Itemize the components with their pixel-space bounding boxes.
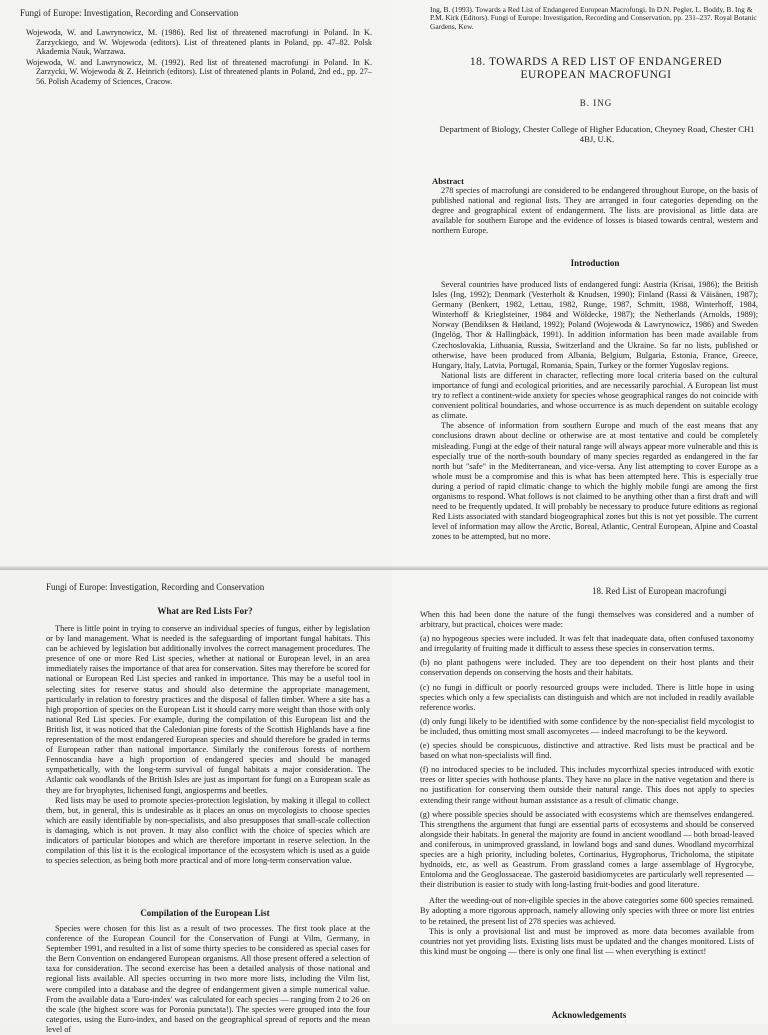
paragraph: Red lists may be used to promote species-protection legislation, by making it illegal to collect them, but, in general, this is undesirable as it places an onus on mycologists to choose species which are easily identifiable by non-specialists, and also presupposes that small-scale collection is damaging, which is not proven. It may also conflict with the choice of species which are indicators of particular biotopes and which are therefore important in reserve selection. In the compilation of this list it is the ecological importance of the ecosystem which is used as a guide to species selection, as being both more practical and of more long-term conservation value. — [46, 795, 370, 866]
reference-entry: Wojewoda, W. and Lawrynowicz, M. (1986). Red list of threatened macrofungi in Poland. In K. Zarzyckiego, and W. Wojewoda (editors). List of threatened plants in Poland, pp. 47–82. Polsk Akademia Nauk, Warzawa. — [26, 28, 372, 57]
introduction-body — [432, 280, 758, 542]
paragraph: Several countries have produced lists of endangered fungi: Austria (Krisai, 1986); the British Isles (Ing, 1992); Denmark (Vesterholt & Knudsen, 1990); Finland (Rassi & Väisänen, 1987); Germany (Benkert, 1982, Lettau, 1982, Runge, 1987, Schmitt, 1988, Winterhoff, 1984, Winterhoff & Krieglsteiner, 1984 and Wöldecke, 1987); the Netherlands (Arnolds, 1989); Norway (Bendiksen & Høiland, 1992); Poland (Wojewoda & Lawrynowicz, 1986) and Sweden (Ingelög, Thor & Hallingbäck, 1991). In addition information has been made available from Czechoslovakia, Lithuania, Russia, Switzerland and the Ukraine. So far no lists, published or otherwise, have been produced from Albania, Belgium, Bulgaria, Estonia, France, Greece, Hungary, Italy, Latvia, Portugal, Romania, Spain, Turkey or the former Yugoslav regions. — [432, 280, 758, 370]
abstract-heading: Abstract — [432, 176, 464, 186]
acknowledgements-heading: Acknowledgements — [551, 1010, 627, 1020]
criteria-item: (g) where possible species should be associated with ecosystems which are themselves endangered. This strengthens the argument that fungi are essential parts of ecosystems and should be conserved alongside their habitats. In general the majority are found in ancient woodland — both broad-leaved and coniferous, in unimproved grassland, in lowland bogs and sand dunes. Woodland mycorrhizal species are a high priority, including boletes, Cortinarius, Hygrophorus, Tricholoma, the stipitate hydnoids, etc, as well as Geastrum. From grassland comes a large assemblage of Hygrocybe, Entoloma and the Geoglossaceae. The gasteroid basidiomycetes are particularly well represented — their distribution is easier to study with long-lasting fruit-bodies and good literature. — [420, 809, 754, 890]
section-heading-compilation: Compilation of the European List — [140, 908, 270, 918]
paragraph: This is only a provisional list and must be improved as more data becomes available from countries not yet providing lists. Existing lists must be updated and the changes monitored. Lists of this kind must be ongoing — there is only one final list — when everything is extinct! — [420, 926, 754, 956]
section-body-compilation — [46, 924, 370, 1035]
section-body-red-lists — [46, 624, 370, 866]
criteria-item: (e) species should be conspicuous, distinctive and attractive. Red lists must be practical and be based on what non-specialists will find. — [420, 741, 754, 761]
chapter-title: 18. TOWARDS A RED LIST OF ENDANGERED EUROPEAN MACROFUNGI — [469, 56, 723, 81]
citation-note: Ing, B. (1993). Towards a Red List of Endangered European Macrofungi. In D.N. Pegler, L. Boddy, B. Ing & P.M. Kirk (Editors). Fungi of Europe: Investigation, Recording and Conservation, pp. 231–237. Royal Botanic Gardens, Kew. — [430, 5, 757, 31]
criteria-item: (c) no fungi in difficult or poorly resourced groups were included. There is little hope in using species which only a few specialists can distinguish and which are not included in readily available reference works. — [420, 682, 754, 712]
paragraph: There is little point in trying to conserve an individual species of fungus, either by legislation or by land management. What is needed is the safeguarding of important fungal habitats. This can be achieved by legislation but additionally involves the correct management procedures. The presence of one or more Red List species, whether at national or European level, in an area immediately raises the importance of that area for conservation. Sites may therefore be scored for national or European Red List species and ranked in importance. This may be a useful tool in selecting sites for reserve status and should also determine the appropriate management, particularly in relation to forestry practices and the disposal of fallen timber. Where a site has a high proportion of species on the European List it should carry more weight than those with only national Red List species. For example, during the compilation of this European list and the British list, it was noticed that the Caledonian pine forests of the Scottish Highlands have a fine representation of the most endangered European species and should therefore be graded in terms of European rather than national importance. Similarly the coniferous forests of northern Fennoscandia have a high proportion of endangered species and should be managed sympathetically, with the long-term survival of fungal habitats a major consideration. The Atlantic oak woodlands of the British Isles are just as important for fungi on a European scale as they are for bryophytes, lichenised fungi, angiosperms and beetles. — [46, 624, 370, 795]
paragraph: Species were chosen for this list as a result of two processes. The first took place at the conference of the European Council for the Conservation of Fungi at Vilm, Germany, in September 1991, and resulted in a list of some thirty species to be considered as special cases for the Bern Convention on endangered European organisms. All those present offered a selection of taxa for consideration. The second exercise has been a detailed analysis of those national and regional lists available. All species occurring in two more more lists, including the Vilm list, were compiled into a database and the degree of endangerment given a simple numerical value. From the available data a 'Euro-index' was calculated for each species — ranging from 2 to 26 on the scale (the highest score was for Poronia punctata!). The species were grouped into the four categories, using the Euro-index, and based on the geographical spread of reports and the mean level of — [46, 924, 370, 1034]
reference-entry: Wojewoda, W. and Lawrynowicz, M. (1992). Red list of threatened macrofungi in Poland. In K. Zarzycki, W. Wojewoda & Z. Heinrich (editors). List of threatened plants in Poland, 2nd ed., pp. 27–56. Polish Academy of Sciences, Cracow. — [26, 57, 372, 86]
paragraph: The absence of information from southern Europe and much of the east means that any conclusions drawn about decline or otherwise are at most tentative and could be completely misleading. Fungi at the edge of their natural range will always appear more vulnerable and this is especially true of the north-south boundary of many species regarded as endangered in the far north but "safe" in the Mediterranean, and vice-versa. Any list attempting to cover Europe as a whole must be a compromise and this is what has been attempted here. This is especially true during a period of rapid climatic change to which the highly mobile fungi are among the first organisms to respond. What follows is not claimed to be anything other than a first draft and will need to be frequently updated. It will probably be necessary to produce future editions as regional Red Lists associated with standard biogeographical zones but this is not yet possible. The current level of information may allow the Arctic, Boreal, Atlantic, Central European, Alpine and Coastal zones to be attempted, but no more. — [432, 421, 759, 542]
criteria-item: (d) only fungi likely to be identified with some confidence by the non-specialist field mycologist to be included, thus omitting most small ascomycetes — indeed macrofungi to be the keyword. — [420, 716, 754, 736]
page-top-left — [0, 0, 392, 570]
criteria-item: (a) no hypogeous species were included. It was felt that inadequate data, often confused taxonomy and irregularity of fruiting made it difficult to assess these species in conservation terms. — [420, 634, 754, 654]
running-head-bottom-left: Fungi of Europe: Investigation, Recording and Conservation — [46, 582, 265, 592]
section-heading-red-lists: What are Red Lists For? — [157, 606, 253, 616]
introduction-heading: Introduction — [570, 258, 620, 268]
abstract-section — [432, 176, 758, 236]
author-name: B. ING — [579, 98, 613, 108]
paragraph: After the weeding-out of non-eligible species in the above categories some 600 species remained. By adopting a more rigorous approach, namely allowing only species with three or more list entries to be retained, the present list of 278 species was achieved. — [420, 896, 754, 926]
abstract-text: 278 species of macrofungi are considered to be endangered throughout Europe, on the basis of published national and regional lists. They are arranged in four categories depending on the degree and geographical extent of endangerment. The lists are provisional as little data are available for southern Europe and the evidence of losses is biased towards central, western and northern Europe. — [432, 186, 758, 236]
page-bottom-right — [392, 570, 768, 1024]
references-list — [26, 28, 372, 88]
criteria-intro: When this had been done the nature of the fungi themselves was considered and a number of arbitrary, but practical, choices were made: — [420, 610, 754, 630]
author-affiliation: Department of Biology, Chester College of Higher Education, Cheyney Road, Chester CH1 4BJ, U.K. — [439, 124, 755, 144]
running-head-bottom-right: 18. Red List of European macrofungi — [592, 586, 727, 596]
page-top-right — [392, 0, 768, 570]
paragraph: National lists are different in character, reflecting more local criteria based on the cultural importance of fungi and ecological priorities, and are necessarily parochial. A European list must try to reflect a continent-wide anxiety for species whose geographical ranges do not coincide with convenient political boundaries, and whose occurrence is as much dependent on suitable ecology as climate. — [432, 370, 758, 421]
criteria-item: (f) no introduced species to be included. This includes mycorrhizal species introduced with exotic trees or litter species with hothouse plants. They have no place in the native vegetation and there is no justification for conserving them outside their natural range. This does not apply to species extending their range without human assistance as a result of climatic change. — [420, 765, 754, 805]
running-head-top-left: Fungi of Europe: Investigation, Recording and Conservation — [20, 8, 239, 18]
criteria-list — [420, 610, 754, 957]
criteria-item: (b) no plant pathogens were included. They are too dependent on their host plants and their conservation depends on conserving the hosts and their habitats. — [420, 658, 754, 678]
page-bottom-left — [0, 570, 392, 1034]
